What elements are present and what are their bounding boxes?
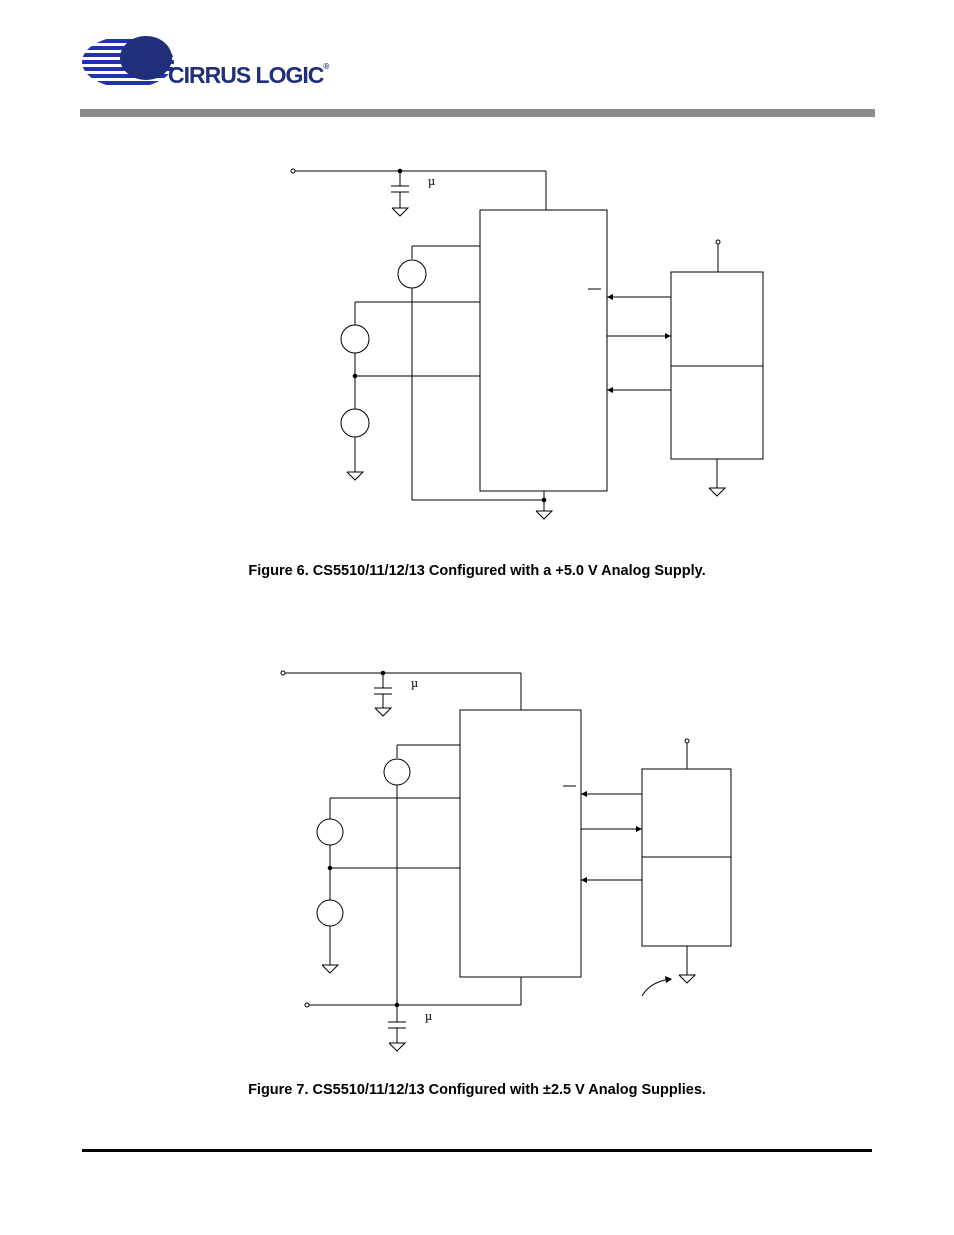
adc-chip-box bbox=[460, 710, 581, 977]
source-circle-2 bbox=[317, 819, 343, 845]
ground-icon bbox=[389, 1043, 405, 1051]
logo-wordmark: CIRRUS LOGIC® bbox=[168, 62, 329, 88]
arrow-icon bbox=[636, 826, 642, 832]
figure-7-caption: Figure 7. CS5510/11/12/13 Configured with ±2.5 V Analog Supplies. bbox=[248, 1082, 706, 1098]
capacitor-unit-label-bottom: µ bbox=[425, 1010, 433, 1023]
source-circle-3 bbox=[317, 900, 343, 926]
source-circle-1 bbox=[384, 759, 410, 785]
arrow-icon bbox=[581, 791, 587, 797]
capacitor-unit-label: µ bbox=[428, 175, 436, 188]
arrow-icon bbox=[665, 976, 672, 983]
capacitor-unit-label-top: µ bbox=[411, 677, 419, 690]
footer-rule bbox=[82, 1149, 872, 1152]
ground-icon bbox=[375, 708, 391, 716]
ground-icon bbox=[322, 965, 338, 973]
arrow-icon bbox=[581, 877, 587, 883]
ground-icon bbox=[679, 975, 695, 983]
figure-6-caption: Figure 6. CS5510/11/12/13 Configured with a +5.0 V Analog Supply. bbox=[248, 563, 706, 579]
